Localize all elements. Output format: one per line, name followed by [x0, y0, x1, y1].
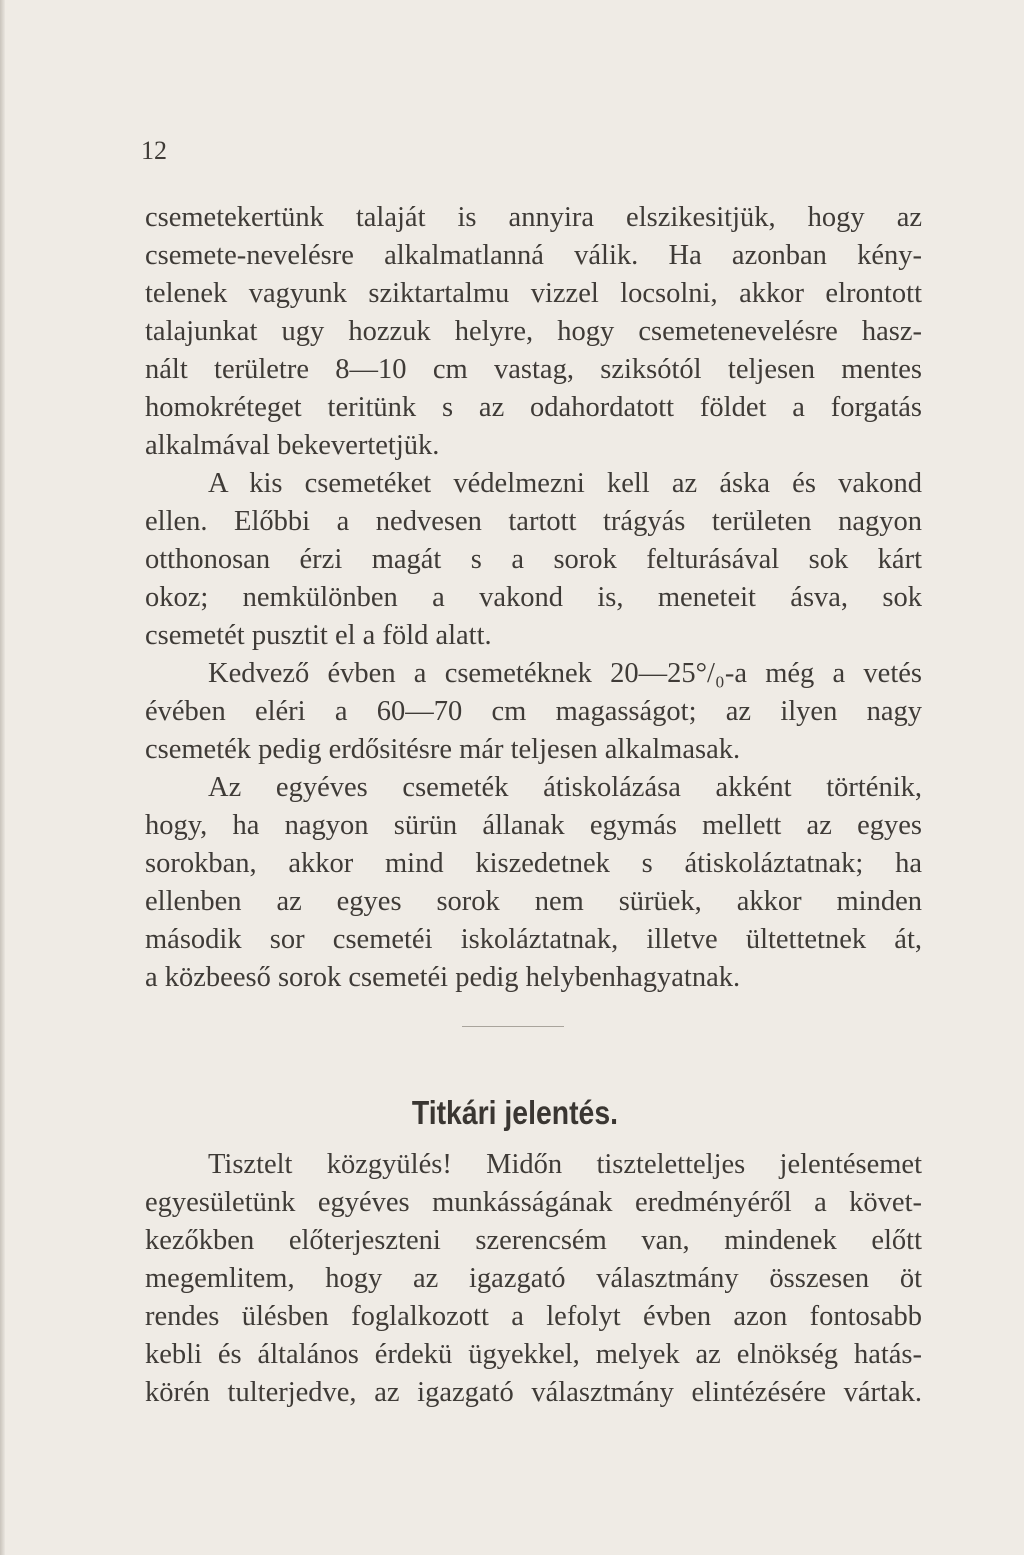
text-line: második sor csemetéi iskoláztatnak, illetve ültettetnek át,: [145, 924, 922, 955]
text-line: telenek vagyunk sziktartalmu vizzel locsolni, akkor elrontott: [145, 278, 922, 309]
text-line: otthonosan érzi magát s a sorok felturásával sok kárt: [145, 544, 922, 575]
text-line: évében eléri a 60—70 cm magasságot; az ilyen nagy: [145, 696, 922, 727]
text-line: alkalmával bekevertetjük.: [145, 430, 440, 461]
text-line: okoz; nemkülönben a vakond is, meneteit ásva, sok: [145, 582, 922, 613]
page-edge: [0, 0, 5, 1555]
text-line: talajunkat ugy hozzuk helyre, hogy csemetenevelésre hasz-: [145, 316, 922, 347]
text-line: A kis csemetéket védelmezni kell az áska és vakond: [208, 468, 922, 499]
text-line: Az egyéves csemeték átiskolázása akként történik,: [208, 772, 922, 803]
text-line: körén tulterjedve, az igazgató választmány elintézésére vártak.: [145, 1377, 922, 1408]
text-line: ellen. Előbbi a nedvesen tartott trágyás területen nagyon: [145, 506, 922, 537]
section-title: Titkári jelentés.: [411, 1094, 618, 1131]
text-line: Tisztelt közgyülés! Midőn tiszteletteljes jelentésemet: [208, 1149, 922, 1180]
text-line: ellenben az egyes sorok nem sürüek, akkor minden: [145, 886, 922, 917]
text-line: nált területre 8—10 cm vastag, sziksótól teljesen mentes: [145, 354, 922, 385]
text-line: rendes ülésben foglalkozott a lefolyt évben azon fontosabb: [145, 1301, 922, 1332]
text-line: megemlitem, hogy az igazgató választmány összesen öt: [145, 1263, 922, 1294]
text-line: homokréteget teritünk s az odahordatott földet a forgatás: [145, 392, 922, 423]
text-line: hogy, ha nagyon sürün állanak egymás mellett az egyes: [145, 810, 922, 841]
text-line: csemeték pedig erdősitésre már teljesen alkalmasak.: [145, 734, 741, 765]
page-number: 12: [141, 136, 167, 165]
section-divider: [462, 1026, 564, 1027]
text-line: csemete-nevelésre alkalmatlanná válik. Ha azonban kény-: [145, 240, 922, 271]
text-line: kebli és általános érdekü ügyekkel, melyek az elnökség hatás-: [145, 1339, 922, 1370]
text-line: Kedvező évben a csemetéknek 20—25°/₀-a még a vetés: [208, 658, 922, 689]
text-line: sorokban, akkor mind kiszedetnek s átiskoláztatnak; ha: [145, 848, 922, 879]
text-line: egyesületünk egyéves munkásságának eredményéről a követ-: [145, 1187, 922, 1218]
text-line: a közbeeső sorok csemetéi pedig helybenhagyatnak.: [145, 962, 741, 993]
text-line: kezőkben előterjeszteni szerencsém van, mindenek előtt: [145, 1225, 922, 1256]
text-line: csemetekertünk talaját is annyira elszikesitjük, hogy az: [145, 202, 922, 233]
text-line: csemetét pusztit el a föld alatt.: [145, 620, 492, 651]
